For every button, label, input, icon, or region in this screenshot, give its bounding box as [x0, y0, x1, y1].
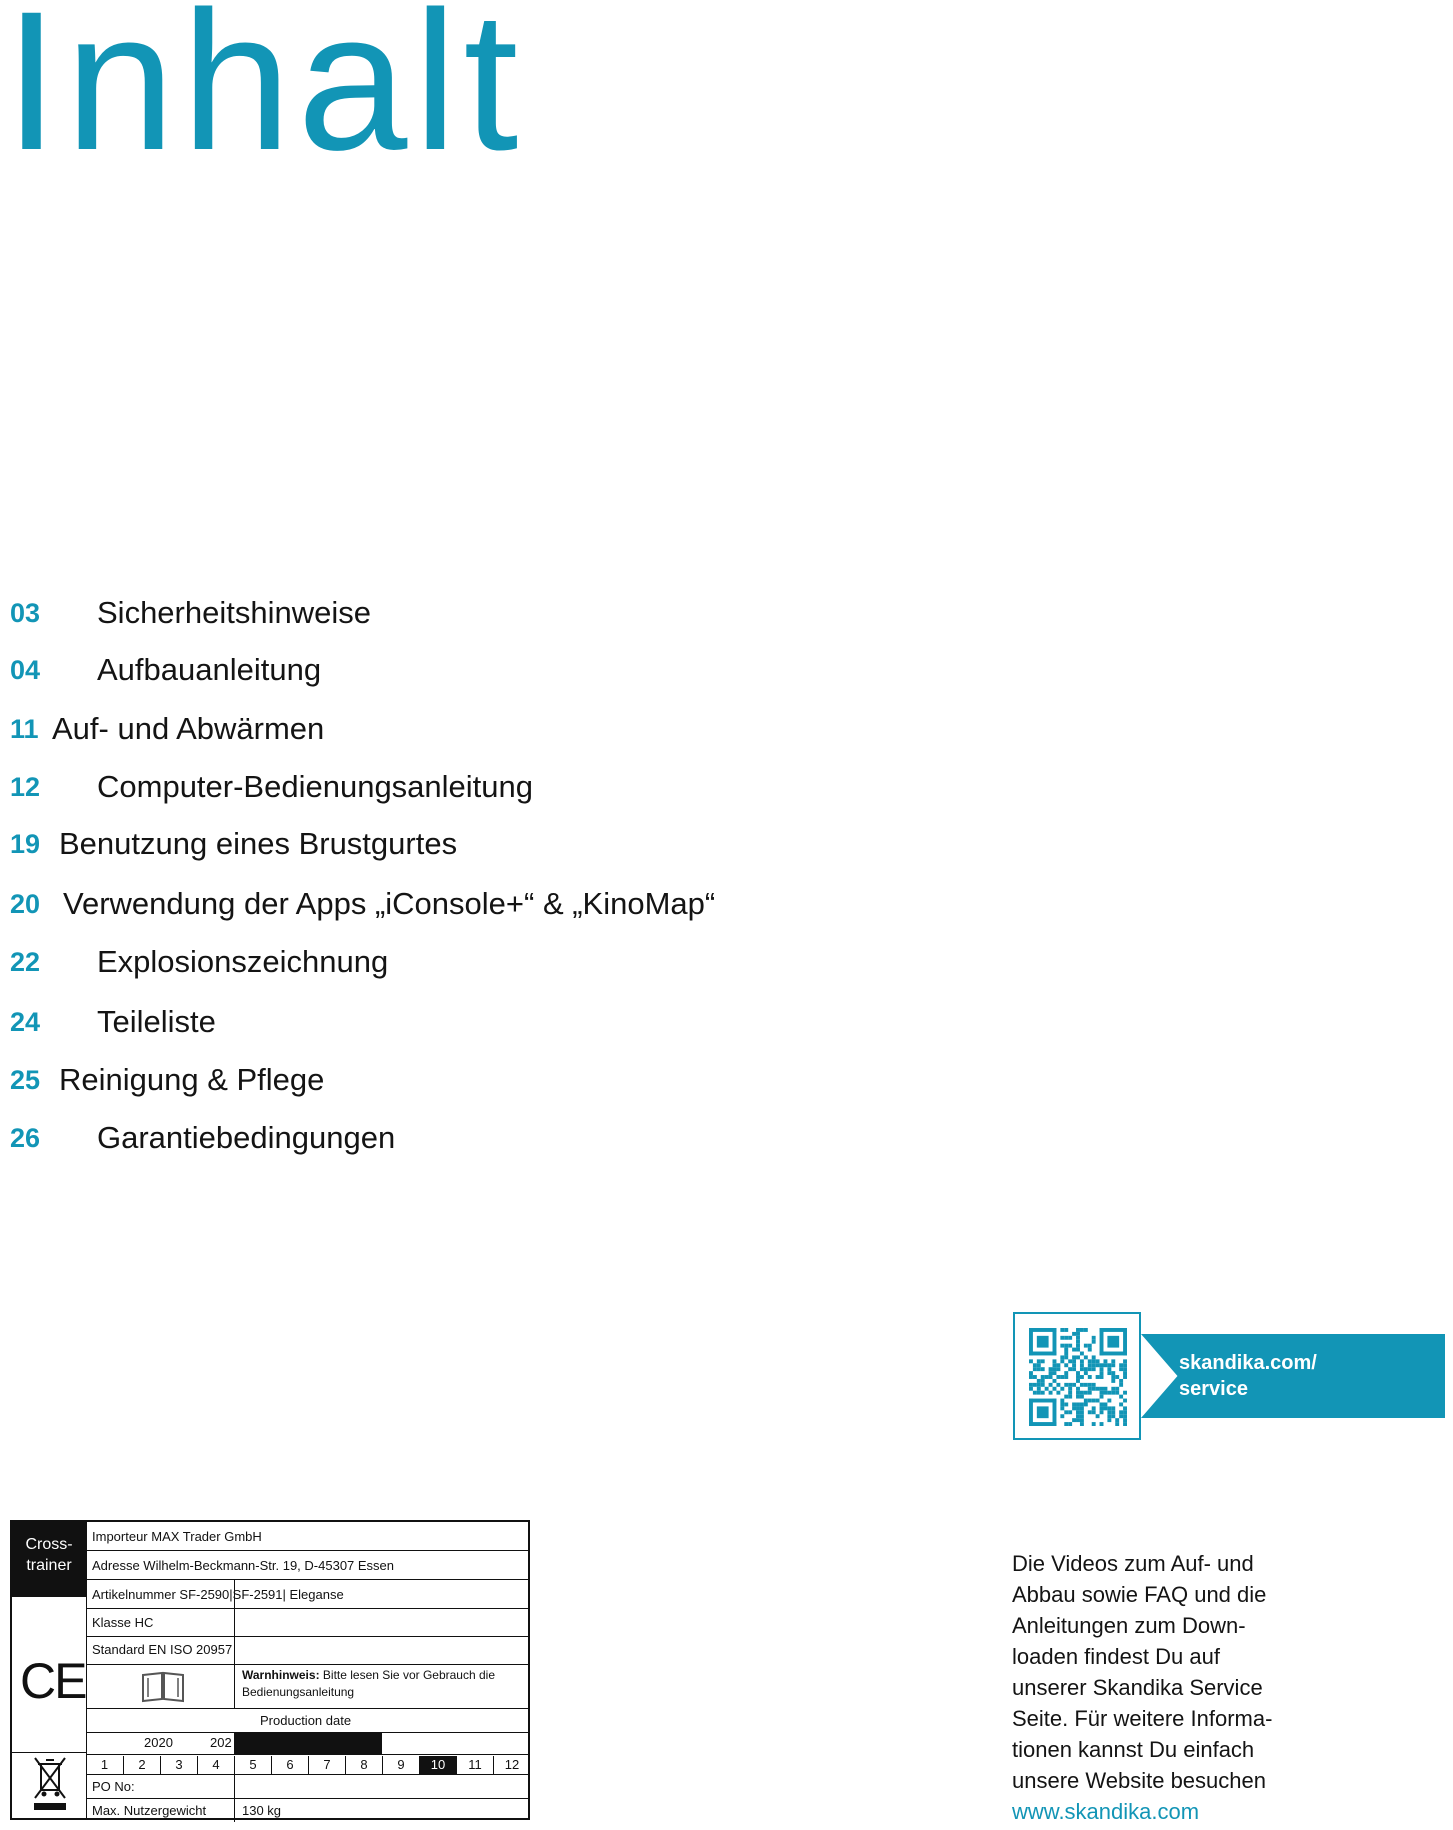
label-warning-text: Bitte lesen Sie vor Gebrauch die	[319, 1668, 495, 1682]
toc-title: Benutzung eines Brustgurtes	[59, 826, 458, 861]
qr-banner-line1: skandika.com/	[1179, 1352, 1317, 1374]
manual-book-icon	[140, 1669, 186, 1703]
label-month-10: 10	[419, 1756, 456, 1774]
website-link[interactable]: www.skandika.com	[1012, 1799, 1200, 1824]
service-qr-banner[interactable]	[1013, 1312, 1445, 1442]
label-article-number: Artikelnummer SF-2590|SF-2591| Eleganse	[92, 1587, 344, 1602]
product-label	[10, 1520, 530, 1820]
toc-title: Computer-Bedienungsanleitung	[97, 769, 534, 804]
label-year-redaction	[234, 1733, 382, 1754]
qr-frame	[1013, 1312, 1141, 1440]
label-production-date: Production date	[260, 1713, 352, 1728]
toc-page-number: 12	[10, 772, 41, 802]
label-importer: Importeur MAX Trader GmbH	[92, 1529, 262, 1544]
label-month-11: 11	[456, 1756, 493, 1774]
label-address: Adresse Wilhelm-Beckmann-Str. 19, D-45307 Essen	[92, 1558, 395, 1573]
label-warning	[242, 1669, 495, 1681]
label-month-6: 6	[271, 1756, 308, 1774]
label-month-8: 8	[345, 1756, 382, 1774]
label-max-weight: Max. Nutzergewicht	[92, 1803, 207, 1818]
toc-page-number: 22	[10, 947, 41, 977]
toc-title: Reinigung & Pflege	[59, 1062, 325, 1097]
label-max-weight-value: 130 kg	[242, 1803, 282, 1818]
service-info-line: Die Videos zum Auf- und	[1012, 1551, 1254, 1576]
service-info-line: Anleitungen zum Down-	[1012, 1613, 1246, 1638]
ce-mark: CE	[20, 1653, 86, 1709]
label-category	[12, 1522, 86, 1597]
weee-bin-icon	[32, 1754, 68, 1812]
label-year-1: 2020	[144, 1735, 173, 1750]
toc-title: Auf- und Abwärmen	[52, 711, 325, 746]
toc-page-number: 11	[10, 714, 39, 744]
service-info-line: unserer Skandika Service	[1012, 1675, 1263, 1700]
service-info-line: Seite. Für weitere Informa-	[1012, 1706, 1273, 1731]
toc-page-number: 24	[10, 1007, 41, 1037]
label-month-7: 7	[308, 1756, 345, 1774]
label-month-4: 4	[197, 1756, 234, 1774]
toc-page-number: 04	[10, 655, 41, 685]
label-class: Klasse HC	[92, 1615, 154, 1630]
toc-page-number: 26	[10, 1123, 41, 1153]
toc-page-number: 20	[10, 889, 41, 919]
toc-title: Verwendung der Apps „iConsole+“ & „KinoMap“	[63, 886, 716, 921]
label-warning-title: Warnhinweis:	[242, 1668, 320, 1682]
service-info-line: Abbau sowie FAQ und die	[1012, 1582, 1267, 1607]
qr-banner-text	[1179, 1350, 1317, 1402]
qr-banner-line2: service	[1179, 1378, 1248, 1400]
service-info-line: unsere Website besuchen	[1012, 1768, 1266, 1793]
label-month-12: 12	[493, 1756, 530, 1774]
label-month-1: 1	[100, 1757, 109, 1772]
toc-page-number: 19	[10, 829, 41, 859]
toc-title: Explosionszeichnung	[97, 944, 389, 979]
label-month-2: 2	[123, 1756, 160, 1774]
toc-title: Teileliste	[97, 1004, 216, 1039]
toc-title: Garantiebedingungen	[97, 1120, 396, 1155]
service-info-line: loaden findest Du auf	[1012, 1644, 1220, 1669]
qr-code-icon	[1029, 1328, 1127, 1426]
toc-page-number: 03	[10, 598, 41, 628]
service-info-line: tionen kannst Du einfach	[1012, 1737, 1255, 1762]
page-title: Inhalt	[4, 0, 525, 191]
label-category-line2: trainer	[26, 1557, 72, 1574]
toc-title: Aufbauanleitung	[97, 652, 322, 687]
toc-page-number: 25	[10, 1065, 41, 1095]
label-year-2: 202	[210, 1735, 232, 1750]
toc-title: Sicherheitshinweise	[97, 595, 371, 630]
label-standard: Standard EN ISO 20957	[92, 1642, 233, 1657]
label-category-line1: Cross-	[25, 1536, 73, 1553]
label-month-9: 9	[382, 1756, 419, 1774]
service-info	[1012, 1548, 1342, 1827]
label-po: PO No:	[92, 1779, 135, 1794]
label-month-5: 5	[234, 1756, 271, 1774]
label-warning-text2: Bedienungsanleitung	[242, 1685, 355, 1699]
label-month-3: 3	[160, 1756, 197, 1774]
